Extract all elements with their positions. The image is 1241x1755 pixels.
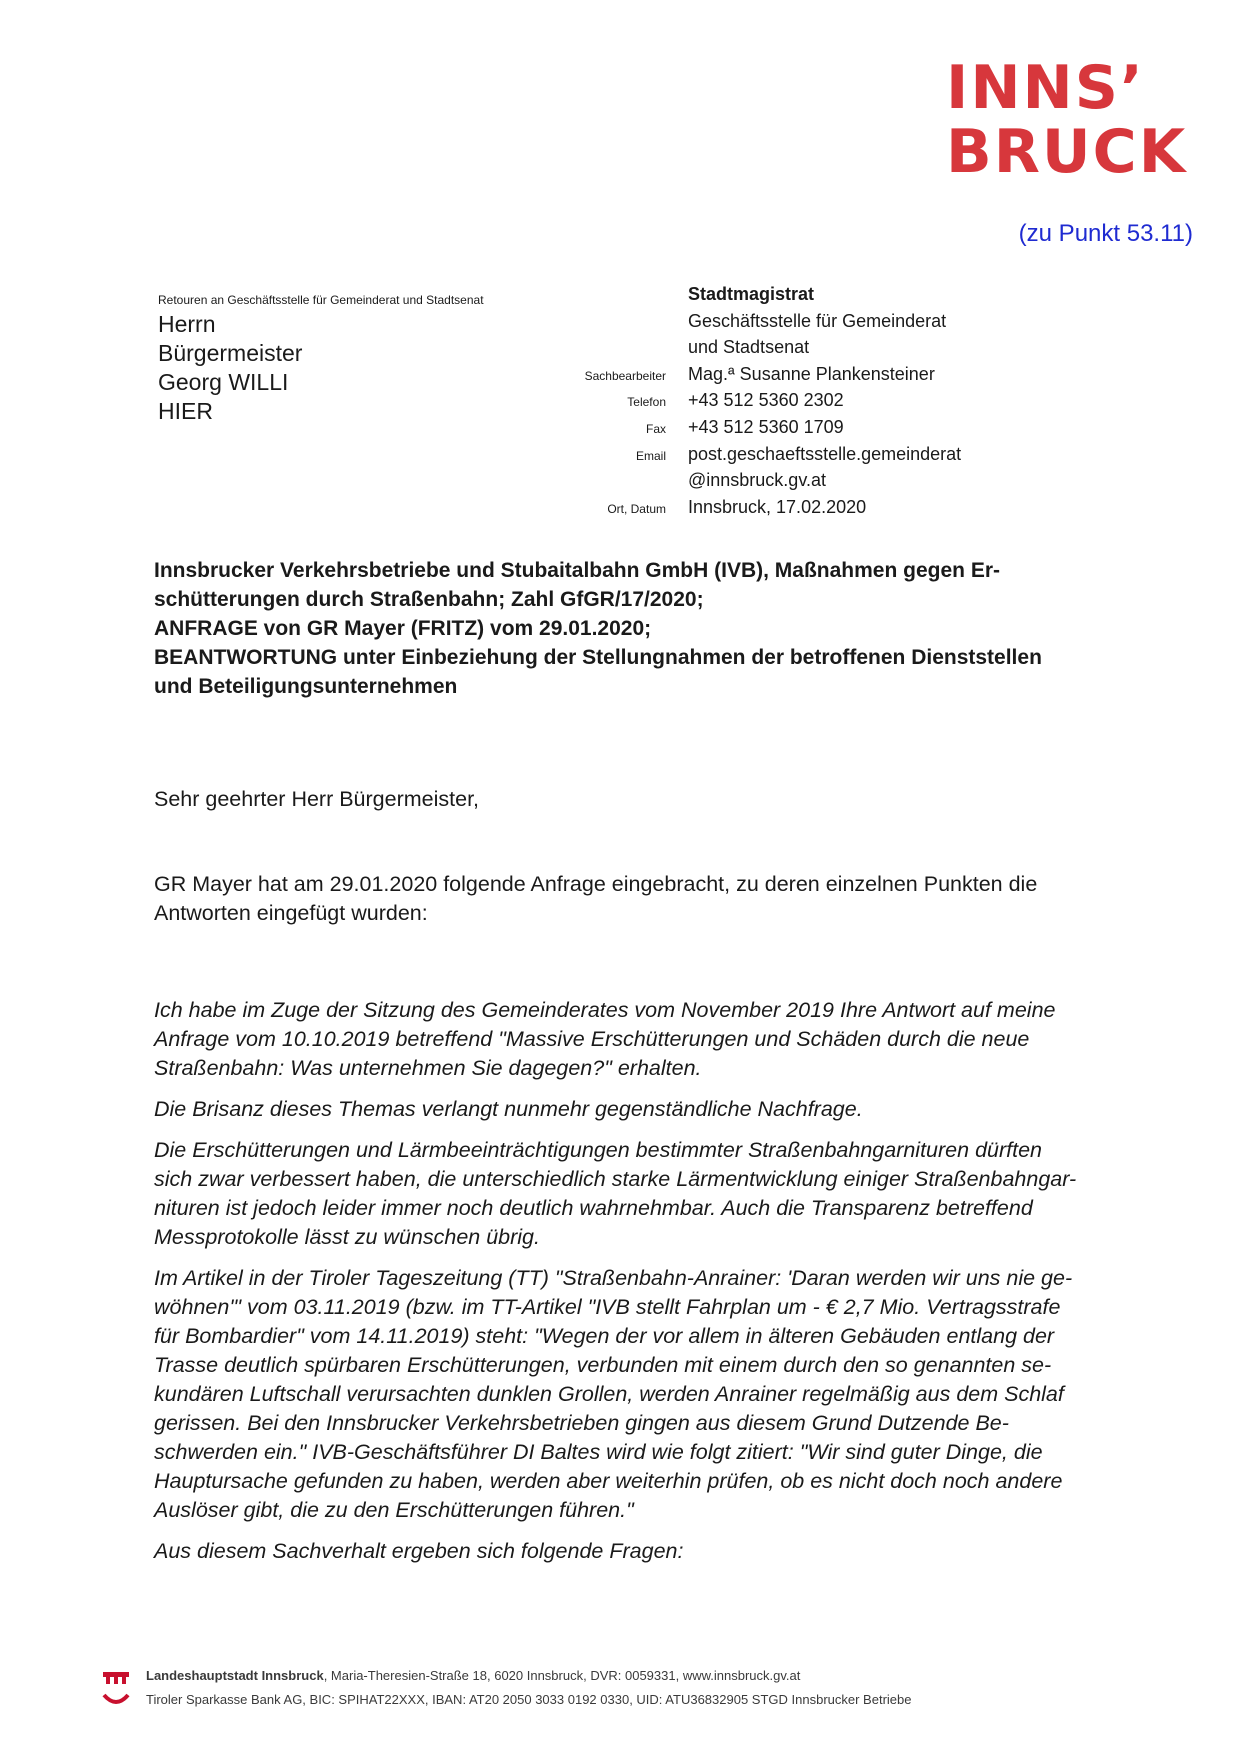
footer-city-name: Landeshauptstadt Innsbruck [146, 1668, 324, 1683]
city-emblem-icon [102, 1667, 130, 1685]
footer-address: , Maria-Theresien-Straße 18, 6020 Innsbruck, DVR: 0059331, www.innsbruck.gv.at [323, 1668, 801, 1683]
quote-line: Auslöser gibt, die zu den Erschütterungen führen." [154, 1498, 634, 1522]
quote-line: wöhnen'" vom 03.11.2019 (bzw. im TT-Artikel "IVB stellt Fahrplan um - € 2,7 Mio. Vertragsstrafe [154, 1295, 1061, 1319]
telefon-label: Telefon [627, 395, 666, 410]
address-line: Herrn [158, 311, 216, 337]
sachbearbeiter-label: Sachbearbeiter [584, 368, 666, 383]
subject-line: schütterungen durch Straßenbahn; Zahl GfGR/17/2020; [154, 588, 704, 611]
salutation: Sehr geehrter Herr Bürgermeister, [154, 787, 480, 811]
sender-dept: und Stadtsenat [688, 337, 810, 358]
sender-org: Stadtmagistrat [688, 284, 815, 304]
recipient-address [158, 310, 302, 426]
quote-line: für Bombardier" vom 14.11.2019) steht: "Wegen der vor allem in älteren Gebäuden entlang der [154, 1324, 1055, 1348]
quote-line: Ich habe im Zuge der Sitzung des Gemeinderates vom November 2019 Ihre Antwort auf meine [154, 998, 1056, 1022]
address-line: HIER [158, 398, 213, 424]
agenda-point: (zu Punkt 53.11) [1018, 220, 1193, 247]
intro-line: GR Mayer hat am 29.01.2020 folgende Anfrage eingebracht, zu deren einzelnen Punkten die [154, 872, 1038, 896]
bank-emblem-icon [102, 1691, 130, 1709]
email-label: Email [635, 448, 666, 463]
innsbruck-logo [946, 53, 1192, 187]
ort-value: Innsbruck, 17.02.2020 [688, 496, 867, 517]
intro-paragraph [154, 870, 1037, 928]
footer-bank: Tiroler Sparkasse Bank AG, BIC: SPIHAT22XXX, IBAN: AT20 2050 3033 0192 0330, UID: ATU36832905 STGD Innsbrucker Betriebe [146, 1692, 912, 1707]
return-address: Retouren an Geschäftsstelle für Gemeinderat und Stadtsenat [158, 293, 484, 307]
quote-line: sich zwar verbessert haben, die unterschiedlich starke Lärmentwicklung einiger Straßenbahngar- [154, 1167, 1077, 1191]
quoted-inquiry [154, 984, 1076, 1578]
logo-line-1: INNS’ [946, 53, 1145, 123]
telefon-value: +43 512 5360 2302 [688, 390, 844, 411]
sender-block [560, 284, 961, 523]
address-line: Bürgermeister [158, 340, 303, 366]
subject-line: Innsbrucker Verkehrsbetriebe und Stubaitalbahn GmbH (IVB), Maßnahmen gegen Er- [154, 559, 1000, 582]
quote-line: Hauptursache gefunden zu haben, werden aber weiterhin prüfen, ob es nicht doch noch andere [154, 1469, 1063, 1493]
quote-line: kundären Luftschall verursachten dunklen Grollen, werden Anrainer regelmäßig aus dem Schlaf [154, 1382, 1064, 1406]
address-line: Georg WILLI [158, 369, 289, 395]
fax-label: Fax [645, 421, 666, 436]
quote-line: Die Erschütterungen und Lärmbeeinträchtigungen bestimmter Straßenbahngarnituren dürften [154, 1138, 1042, 1162]
subject-line: BEANTWORTUNG unter Einbeziehung der Stellungnahmen der betroffenen Dienststellen [154, 646, 1042, 669]
intro-line: Antworten eingefügt wurden: [154, 901, 428, 925]
quote-line: Trasse deutlich spürbaren Erschütterungen, verbunden mit einem durch den so genannten se- [154, 1353, 1052, 1377]
fax-value: +43 512 5360 1709 [688, 416, 844, 437]
ort-label: Ort, Datum [607, 501, 666, 516]
sender-dept: Geschäftsstelle für Gemeinderat [688, 310, 947, 331]
email-value: post.geschaeftsstelle.gemeinderat [688, 443, 962, 464]
quote-line: gerissen. Bei den Innsbrucker Verkehrsbetrieben gingen aus diesem Grund Dutzende Be- [154, 1411, 1009, 1435]
quote-line: Straßenbahn: Was unternehmen Sie dagegen?" erhalten. [154, 1056, 702, 1080]
quote-line: Messprotokolle lässt zu wünschen übrig. [154, 1225, 540, 1249]
quote-line: Die Brisanz dieses Themas verlangt nunmehr gegenständliche Nachfrage. [154, 1097, 863, 1121]
sachbearbeiter-value: Mag.ª Susanne Plankensteiner [688, 363, 935, 384]
email-value-cont: @innsbruck.gv.at [688, 470, 826, 491]
quote-line: Anfrage vom 10.10.2019 betreffend "Massive Erschütterungen und Schäden durch die neue [154, 1027, 1030, 1051]
quote-line: Im Artikel in der Tiroler Tageszeitung (TT) "Straßenbahn-Anrainer: 'Daran werden wir uns nie ge- [154, 1266, 1073, 1290]
footer [102, 1664, 911, 1712]
quote-line: schwerden ein." IVB-Geschäftsführer DI Baltes wird wie folgt zitiert: "Wir sind guter Dinge, die [154, 1440, 1043, 1464]
subject-line: und Beteiligungsunternehmen [154, 675, 458, 698]
subject-line: ANFRAGE von GR Mayer (FRITZ) vom 29.01.2020; [154, 617, 652, 640]
logo-line-2: BRUCK [946, 117, 1188, 187]
quote-line: nituren ist jedoch leider immer noch deutlich wahrnehmbar. Auch die Transparenz betreffend [154, 1196, 1033, 1220]
quote-line: Aus diesem Sachverhalt ergeben sich folgende Fragen: [154, 1539, 684, 1563]
subject-heading [154, 556, 1154, 701]
